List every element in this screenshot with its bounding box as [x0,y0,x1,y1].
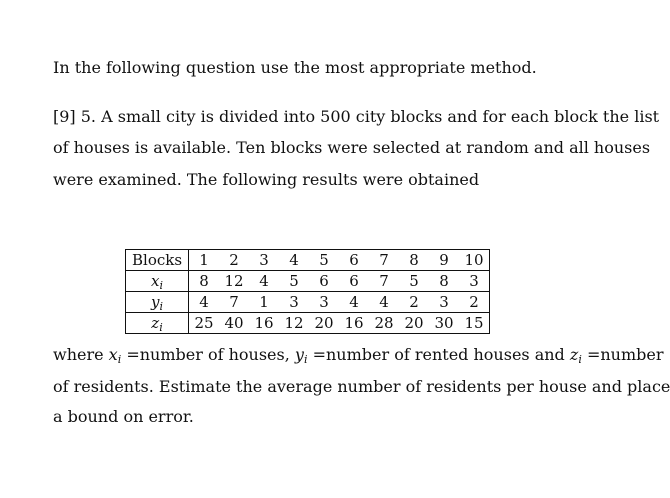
y-cell: 4 [349,293,359,311]
definitions-line: where $x_i$ =number of houses, $y_i$ =number of rented houses and $z_i$ =number [53,345,664,366]
y-cell: 2 [409,293,419,311]
y-cell: 3 [439,293,449,311]
y-cell: 3 [289,293,299,311]
intro-text: In the following question use the most appropriate method. [53,58,537,77]
z-cell: 16 [344,314,364,332]
blocks-row [126,250,490,271]
z-cell: 20 [314,314,334,332]
y-cell: 4 [199,293,209,311]
z-header: $z_i$ [126,313,189,334]
z-cell: 20 [404,314,424,332]
z-cell: 16 [254,314,274,332]
z-cell: 12 [284,314,304,332]
y-cell: 7 [229,293,239,311]
x-cell: 8 [439,272,449,290]
y-cell: 2 [469,293,479,311]
z-cell: 30 [434,314,454,332]
x-cell: 3 [469,272,479,290]
z-cell: 40 [224,314,244,332]
blocks-header: Blocks [126,250,189,271]
x-cell: 8 [199,272,209,290]
z-cell: 15 [464,314,484,332]
question-line-3: were examined. The following results were obtained [53,170,480,189]
closing-line-2: a bound on error. [53,407,194,426]
question-line-1: [9] 5. A small city is divided into 500 city blocks and for each block the list [53,107,660,126]
z-cell: 25 [194,314,214,332]
blocks-cell: 8 [409,251,419,269]
blocks-cell: 4 [289,251,299,269]
blocks-cell: 10 [464,251,484,269]
blocks-cell: 2 [229,251,239,269]
x-header: $x_i$ [126,271,189,292]
blocks-cell: 5 [319,251,329,269]
x-row [126,271,490,292]
closing-line-1: of residents. Estimate the average number of residents per house and place [53,377,670,396]
y-cell: 1 [259,293,269,311]
x-cell: 12 [224,272,244,290]
x-cell: 6 [319,272,329,290]
blocks-cell: 7 [379,251,389,269]
y-cell: 3 [319,293,329,311]
blocks-cell: 3 [259,251,269,269]
y-header: $y_i$ [126,292,189,313]
blocks-cell: 9 [439,251,449,269]
x-cell: 5 [289,272,299,290]
y-cell: 4 [379,293,389,311]
x-cell: 5 [409,272,419,290]
x-cell: 6 [349,272,359,290]
x-cell: 7 [379,272,389,290]
question-line-2: of houses is available. Ten blocks were selected at random and all houses [53,138,651,157]
y-row [126,292,490,313]
z-cell: 28 [374,314,394,332]
x-cell: 4 [259,272,269,290]
data-table [125,249,490,334]
blocks-cell: 1 [199,251,209,269]
z-row [126,313,490,334]
blocks-cell: 6 [349,251,359,269]
